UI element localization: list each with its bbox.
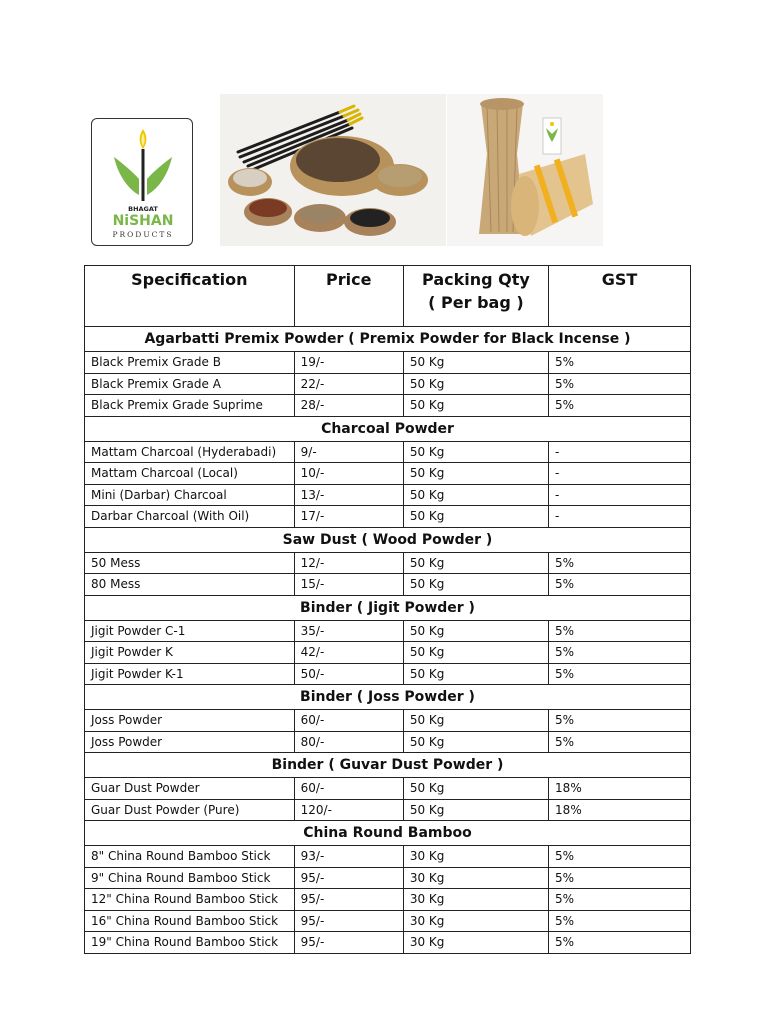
table-row: [85, 731, 691, 753]
cell-gst: 18%: [549, 799, 691, 821]
table-row: [85, 373, 691, 395]
cell-gst: -: [549, 441, 691, 463]
table-row: [85, 441, 691, 463]
section-title: Binder ( Joss Powder ): [85, 685, 691, 710]
section-title: China Round Bamboo: [85, 821, 691, 846]
table-row: [85, 620, 691, 642]
cell-spec: Jigit Powder K-1: [85, 663, 295, 685]
cell-spec: Black Premix Grade A: [85, 373, 295, 395]
cell-packing: 50 Kg: [403, 395, 548, 417]
cell-spec: 12" China Round Bamboo Stick: [85, 889, 295, 911]
cell-spec: Black Premix Grade B: [85, 352, 295, 374]
brand-logo: [91, 118, 193, 246]
table-row: [85, 352, 691, 374]
cell-spec: Jigit Powder C-1: [85, 620, 295, 642]
cell-price: 95/-: [294, 910, 403, 932]
cell-spec: 9" China Round Bamboo Stick: [85, 867, 295, 889]
cell-price: 28/-: [294, 395, 403, 417]
cell-packing: 50 Kg: [403, 552, 548, 574]
cell-price: 15/-: [294, 574, 403, 596]
cell-gst: 5%: [549, 932, 691, 954]
cell-packing: 50 Kg: [403, 710, 548, 732]
cell-price: 12/-: [294, 552, 403, 574]
cell-price: 42/-: [294, 642, 403, 664]
cell-spec: Mini (Darbar) Charcoal: [85, 484, 295, 506]
cell-spec: Mattam Charcoal (Hyderabadi): [85, 441, 295, 463]
product-photo-powders: [220, 94, 446, 246]
cell-price: 93/-: [294, 846, 403, 868]
cell-spec: Joss Powder: [85, 731, 295, 753]
section-header-row: [85, 753, 691, 778]
cell-packing: 50 Kg: [403, 642, 548, 664]
price-table-body: [85, 327, 691, 954]
cell-gst: 5%: [549, 552, 691, 574]
section-header-row: [85, 527, 691, 552]
logo-emblem-icon: [92, 119, 194, 247]
cell-price: 13/-: [294, 484, 403, 506]
table-row: [85, 506, 691, 528]
table-row: [85, 867, 691, 889]
cell-gst: 5%: [549, 910, 691, 932]
cell-packing: 50 Kg: [403, 574, 548, 596]
cell-price: 95/-: [294, 889, 403, 911]
cell-packing: 50 Kg: [403, 506, 548, 528]
table-row: [85, 710, 691, 732]
logo-brand-main: NiSHAN: [112, 213, 174, 229]
cell-packing: 50 Kg: [403, 441, 548, 463]
cell-spec: 16" China Round Bamboo Stick: [85, 910, 295, 932]
cell-packing: 50 Kg: [403, 620, 548, 642]
section-title: Binder ( Jigit Powder ): [85, 595, 691, 620]
cell-price: 50/-: [294, 663, 403, 685]
table-row: [85, 395, 691, 417]
cell-price: 95/-: [294, 867, 403, 889]
cell-price: 60/-: [294, 778, 403, 800]
cell-packing: 50 Kg: [403, 463, 548, 485]
cell-packing: 30 Kg: [403, 846, 548, 868]
cell-price: 10/-: [294, 463, 403, 485]
cell-gst: 5%: [549, 352, 691, 374]
cell-packing: 30 Kg: [403, 867, 548, 889]
section-header-row: [85, 685, 691, 710]
cell-price: 17/-: [294, 506, 403, 528]
section-header-row: [85, 595, 691, 620]
cell-gst: -: [549, 484, 691, 506]
header-gst: GST: [549, 266, 691, 327]
table-row: [85, 799, 691, 821]
price-table: [84, 265, 691, 954]
cell-spec: 80 Mess: [85, 574, 295, 596]
cell-gst: 5%: [549, 889, 691, 911]
cell-spec: Black Premix Grade Suprime: [85, 395, 295, 417]
section-title: Charcoal Powder: [85, 416, 691, 441]
cell-spec: 8" China Round Bamboo Stick: [85, 846, 295, 868]
header-packing-line1: Packing Qty: [422, 270, 530, 289]
logo-brand-top: BHAGAT: [128, 205, 158, 213]
cell-spec: Joss Powder: [85, 710, 295, 732]
cell-spec: 19" China Round Bamboo Stick: [85, 932, 295, 954]
cell-gst: 18%: [549, 778, 691, 800]
table-row: [85, 552, 691, 574]
table-row: [85, 910, 691, 932]
cell-price: 80/-: [294, 731, 403, 753]
cell-price: 19/-: [294, 352, 403, 374]
cell-packing: 30 Kg: [403, 932, 548, 954]
cell-gst: 5%: [549, 642, 691, 664]
cell-gst: 5%: [549, 395, 691, 417]
cell-packing: 50 Kg: [403, 352, 548, 374]
table-row: [85, 889, 691, 911]
cell-price: 120/-: [294, 799, 403, 821]
section-title: Binder ( Guvar Dust Powder ): [85, 753, 691, 778]
header-packing-line2: ( Per bag ): [428, 293, 524, 312]
cell-gst: 5%: [549, 620, 691, 642]
table-row: [85, 846, 691, 868]
cell-packing: 50 Kg: [403, 663, 548, 685]
cell-gst: 5%: [549, 731, 691, 753]
section-header-row: [85, 416, 691, 441]
cell-gst: -: [549, 506, 691, 528]
cell-price: 95/-: [294, 932, 403, 954]
cell-gst: 5%: [549, 710, 691, 732]
cell-price: 35/-: [294, 620, 403, 642]
cell-gst: -: [549, 463, 691, 485]
header-packing-qty: [403, 266, 548, 327]
cell-gst: 5%: [549, 373, 691, 395]
section-header-row: [85, 327, 691, 352]
cell-spec: Darbar Charcoal (With Oil): [85, 506, 295, 528]
cell-packing: 50 Kg: [403, 484, 548, 506]
product-photo-bamboo: [447, 94, 603, 246]
cell-packing: 30 Kg: [403, 910, 548, 932]
cell-gst: 5%: [549, 867, 691, 889]
table-row: [85, 663, 691, 685]
table-row: [85, 932, 691, 954]
header-price: Price: [294, 266, 403, 327]
section-title: Agarbatti Premix Powder ( Premix Powder for Black Incense ): [85, 327, 691, 352]
cell-price: 60/-: [294, 710, 403, 732]
cell-packing: 50 Kg: [403, 778, 548, 800]
header-specification: Specification: [85, 266, 295, 327]
logo-brand-bottom: PRODUCTS: [112, 230, 174, 239]
table-header-row: [85, 266, 691, 327]
table-row: [85, 574, 691, 596]
cell-packing: 50 Kg: [403, 799, 548, 821]
cell-gst: 5%: [549, 846, 691, 868]
cell-spec: Jigit Powder K: [85, 642, 295, 664]
cell-packing: 30 Kg: [403, 889, 548, 911]
cell-spec: 50 Mess: [85, 552, 295, 574]
section-title: Saw Dust ( Wood Powder ): [85, 527, 691, 552]
cell-gst: 5%: [549, 574, 691, 596]
table-row: [85, 463, 691, 485]
cell-spec: Guar Dust Powder: [85, 778, 295, 800]
table-row: [85, 484, 691, 506]
cell-spec: Guar Dust Powder (Pure): [85, 799, 295, 821]
cell-price: 9/-: [294, 441, 403, 463]
cell-packing: 50 Kg: [403, 731, 548, 753]
cell-spec: Mattam Charcoal (Local): [85, 463, 295, 485]
cell-price: 22/-: [294, 373, 403, 395]
table-row: [85, 778, 691, 800]
table-row: [85, 642, 691, 664]
cell-gst: 5%: [549, 663, 691, 685]
section-header-row: [85, 821, 691, 846]
cell-packing: 50 Kg: [403, 373, 548, 395]
